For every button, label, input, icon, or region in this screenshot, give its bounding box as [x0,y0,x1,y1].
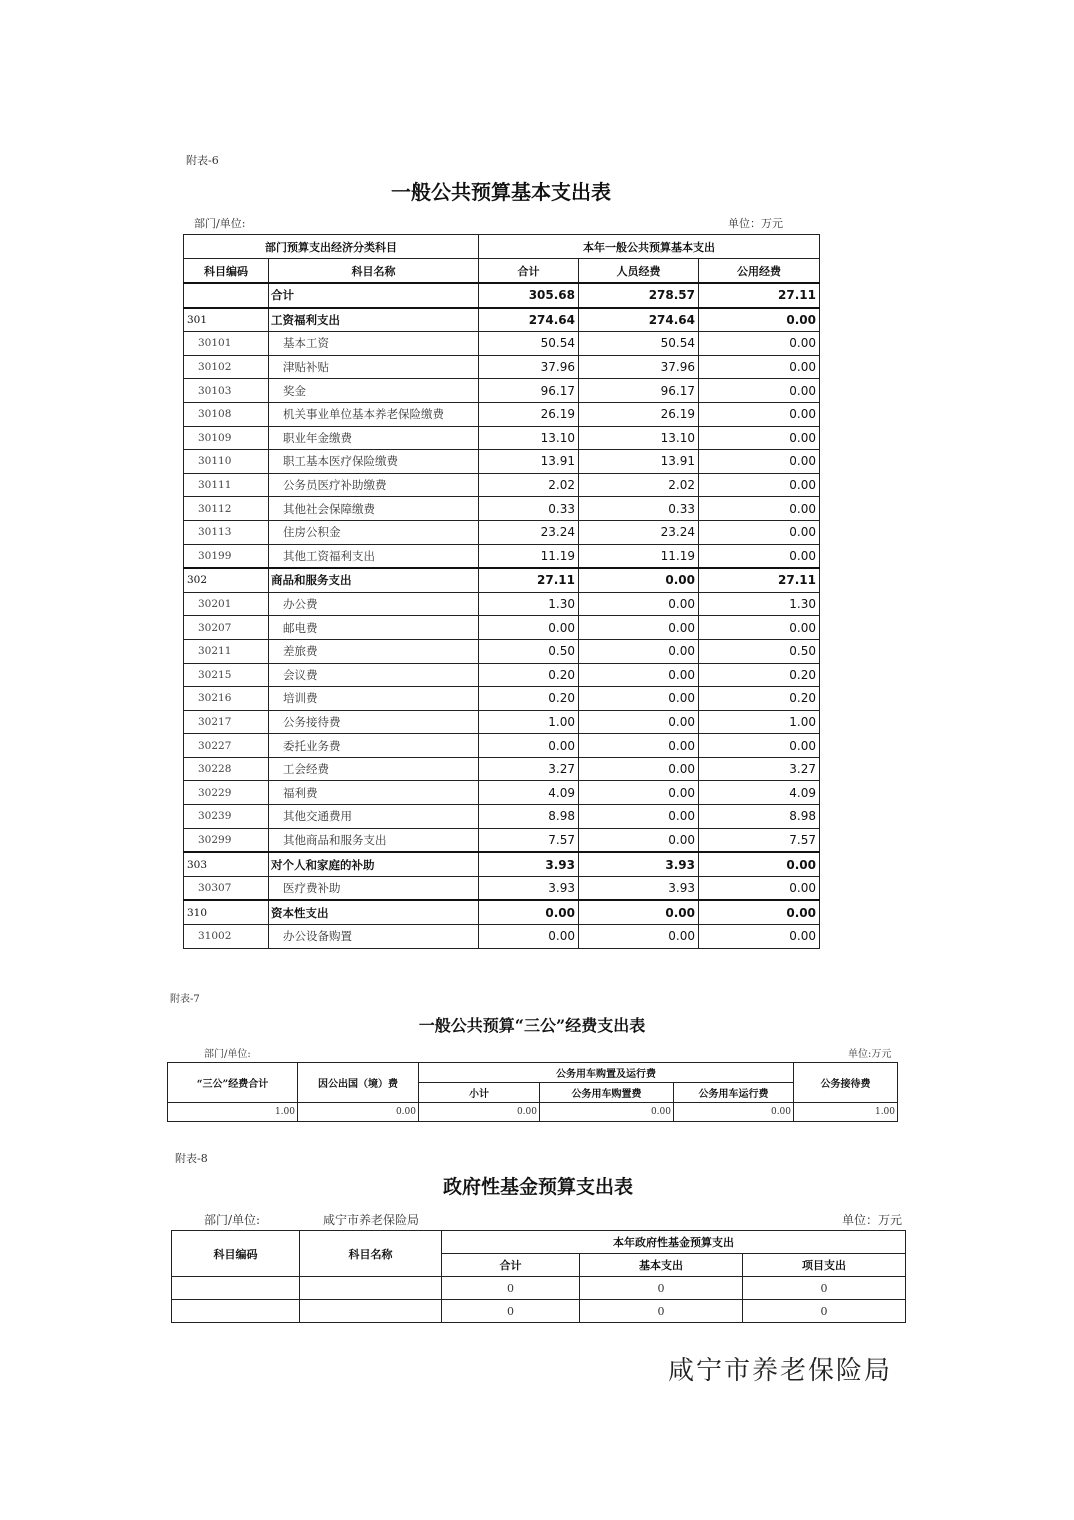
cell-name: 基本工资 [269,332,479,356]
cell-name: 公务员医疗补助缴费 [269,473,479,497]
cell-basic: 0 [580,1300,743,1323]
cell-code: 30211 [184,639,269,663]
cell-public: 0.00 [699,497,820,521]
cell-total: 13.10 [479,426,579,450]
cell-name: 其他社会保障缴费 [269,497,479,521]
cell-personnel: 0.00 [579,757,699,781]
cell-total: 305.68 [479,283,579,308]
table-row [184,781,820,805]
t6-dept-label: 部门/单位: [194,217,246,230]
cell-name: 工资福利支出 [269,308,479,332]
cell-code: 30109 [184,426,269,450]
cell-personnel: 0.00 [579,592,699,616]
col-total: 合计 [442,1254,580,1277]
cell-vehicle-operation: 0.00 [674,1103,794,1122]
table-row [184,710,820,734]
table-row [184,805,820,829]
cell-personnel: 0.00 [579,734,699,758]
cell-personnel: 274.64 [579,308,699,332]
cell-personnel: 26.19 [579,402,699,426]
col-vehicle-operation: 公务用车运行费 [674,1083,794,1103]
cell-name: 合计 [269,283,479,308]
col-project: 项目支出 [743,1254,906,1277]
cell-abroad: 0.00 [298,1103,419,1122]
col-code: 科目编码 [172,1231,300,1277]
cell-code: 30102 [184,355,269,379]
cell-personnel: 0.00 [579,710,699,734]
cell-name: 职业年金缴费 [269,426,479,450]
cell-total: 11.19 [479,544,579,568]
cell-name: 对个人和家庭的补助 [269,852,479,876]
cell-personnel: 0.00 [579,616,699,640]
cell-name: 委托业务费 [269,734,479,758]
cell-total: 37.96 [479,355,579,379]
col-reception: 公务接待费 [794,1063,898,1103]
cell-personnel: 0.00 [579,805,699,829]
t6-title: 一般公共预算基本支出表 [391,180,611,204]
table-row [172,1300,906,1323]
cell-public: 0.00 [699,852,820,876]
cell-name: 商品和服务支出 [269,568,479,592]
cell-name [300,1300,442,1323]
cell-code: 30207 [184,616,269,640]
col-vehicle-purchase: 公务用车购置费 [540,1083,674,1103]
cell-sangong-total: 1.00 [168,1103,298,1122]
cell-code: 30227 [184,734,269,758]
cell-code: 30217 [184,710,269,734]
cell-personnel: 278.57 [579,283,699,308]
table-row [184,639,820,663]
basic-expenditure-table [183,234,820,949]
cell-public: 0.00 [699,402,820,426]
cell-public: 0.00 [699,925,820,949]
cell-name: 其他交通费用 [269,805,479,829]
cell-code: 303 [184,852,269,876]
head-basic-expenditure: 本年一般公共预算基本支出 [479,235,820,259]
cell-personnel: 0.00 [579,828,699,852]
table-row [184,592,820,616]
table-row [184,497,820,521]
cell-public: 0.00 [699,520,820,544]
gov-fund-table [171,1230,906,1323]
cell-code [184,283,269,308]
table-row [184,355,820,379]
cell-code: 310 [184,900,269,924]
t7-tag: 附表-7 [170,994,200,1005]
t6-unit-label: 单位：万元 [728,217,783,230]
cell-total: 274.64 [479,308,579,332]
table-group-row [184,568,820,592]
cell-total: 3.93 [479,876,579,900]
table-row [184,687,820,711]
cell-name [300,1277,442,1300]
t7-title: 一般公共预算“三公”经费支出表 [418,1016,646,1035]
col-basic: 基本支出 [580,1254,743,1277]
col-vehicle-group: 公务用车购置及运行费 [419,1063,794,1083]
table-group-row [184,900,820,924]
cell-public: 0.50 [699,639,820,663]
cell-code [172,1277,300,1300]
cell-public: 7.57 [699,828,820,852]
cell-personnel: 3.93 [579,876,699,900]
table-row [184,544,820,568]
t8-title: 政府性基金预算支出表 [442,1176,633,1198]
cell-personnel: 23.24 [579,520,699,544]
cell-personnel: 50.54 [579,332,699,356]
cell-public: 0.00 [699,426,820,450]
t8-dept-label: 部门/单位: [204,1213,261,1227]
cell-code: 30111 [184,473,269,497]
cell-name: 办公费 [269,592,479,616]
cell-public: 0.00 [699,900,820,924]
cell-total: 0.00 [479,925,579,949]
cell-name: 福利费 [269,781,479,805]
cell-name: 住房公积金 [269,520,479,544]
cell-public: 8.98 [699,805,820,829]
cell-public: 0.20 [699,663,820,687]
cell-personnel: 3.93 [579,852,699,876]
cell-public: 0.00 [699,473,820,497]
cell-basic: 0 [580,1277,743,1300]
table-row [184,757,820,781]
cell-name: 津贴补贴 [269,355,479,379]
cell-code: 30215 [184,663,269,687]
cell-name: 办公设备购置 [269,925,479,949]
cell-public: 1.00 [699,710,820,734]
cell-name: 会议费 [269,663,479,687]
cell-total: 7.57 [479,828,579,852]
cell-name: 其他商品和服务支出 [269,828,479,852]
table-row [184,450,820,474]
cell-name: 机关事业单位基本养老保险缴费 [269,402,479,426]
cell-name: 资本性支出 [269,900,479,924]
cell-name: 奖金 [269,379,479,403]
cell-public: 0.00 [699,876,820,900]
cell-personnel: 13.91 [579,450,699,474]
cell-public: 0.00 [699,308,820,332]
cell-total: 1.00 [479,710,579,734]
t8-dept-value: 咸宁市养老保险局 [323,1213,420,1227]
cell-code: 30307 [184,876,269,900]
table-total-row [184,283,820,308]
table-row [184,925,820,949]
cell-public: 0.20 [699,687,820,711]
cell-total: 23.24 [479,520,579,544]
col-public: 公用经费 [699,259,820,284]
cell-vehicle-purchase: 0.00 [540,1103,674,1122]
cell-code: 30228 [184,757,269,781]
head-classification: 部门预算支出经济分类科目 [184,235,479,259]
cell-personnel: 0.33 [579,497,699,521]
cell-public: 0.00 [699,332,820,356]
signature-org: 咸宁市养老保险局 [668,1356,893,1386]
cell-public: 4.09 [699,781,820,805]
cell-personnel: 0.00 [579,639,699,663]
table-row [184,332,820,356]
cell-total: 0 [442,1277,580,1300]
cell-total: 3.93 [479,852,579,876]
col-code: 科目编码 [184,259,269,284]
table-row [184,426,820,450]
cell-total: 0 [442,1300,580,1323]
cell-personnel: 37.96 [579,355,699,379]
table-row [184,473,820,497]
cell-name: 其他工资福利支出 [269,544,479,568]
cell-total: 0.00 [479,616,579,640]
cell-code: 30216 [184,687,269,711]
cell-personnel: 0.00 [579,568,699,592]
col-abroad: 因公出国（境）费 [298,1063,419,1103]
cell-code: 31002 [184,925,269,949]
cell-personnel: 2.02 [579,473,699,497]
cell-total: 4.09 [479,781,579,805]
cell-total: 0.00 [479,900,579,924]
col-subtotal: 小计 [419,1083,540,1103]
cell-project: 0 [743,1277,906,1300]
cell-project: 0 [743,1300,906,1323]
cell-name: 培训费 [269,687,479,711]
cell-code: 30299 [184,828,269,852]
cell-public: 0.00 [699,355,820,379]
cell-personnel: 0.00 [579,900,699,924]
col-name: 科目名称 [300,1231,442,1277]
cell-total: 0.33 [479,497,579,521]
table-row [172,1277,906,1300]
cell-reception: 1.00 [794,1103,898,1122]
cell-code: 30229 [184,781,269,805]
table-row [184,876,820,900]
cell-name: 差旅费 [269,639,479,663]
cell-total: 2.02 [479,473,579,497]
cell-name: 工会经费 [269,757,479,781]
cell-code [172,1300,300,1323]
cell-name: 邮电费 [269,616,479,640]
cell-total: 0.20 [479,687,579,711]
col-total: 合计 [479,259,579,284]
table-row [184,734,820,758]
cell-total: 0.00 [479,734,579,758]
cell-total: 3.27 [479,757,579,781]
table-group-row [184,852,820,876]
cell-name: 公务接待费 [269,710,479,734]
table-row [184,828,820,852]
cell-name: 职工基本医疗保险缴费 [269,450,479,474]
cell-total: 0.50 [479,639,579,663]
cell-code: 30201 [184,592,269,616]
table-row [184,520,820,544]
cell-public: 1.30 [699,592,820,616]
cell-code: 30101 [184,332,269,356]
cell-personnel: 0.00 [579,687,699,711]
t7-unit-label: 单位:万元 [848,1049,892,1060]
cell-personnel: 0.00 [579,781,699,805]
cell-personnel: 11.19 [579,544,699,568]
cell-name: 医疗费补助 [269,876,479,900]
cell-personnel: 0.00 [579,663,699,687]
cell-public: 0.00 [699,734,820,758]
cell-total: 96.17 [479,379,579,403]
cell-code: 30239 [184,805,269,829]
cell-personnel: 0.00 [579,925,699,949]
t8-unit-label: 单位：万元 [842,1213,903,1227]
cell-code: 30199 [184,544,269,568]
cell-public: 0.00 [699,616,820,640]
cell-public: 0.00 [699,379,820,403]
table-row [184,379,820,403]
cell-public: 27.11 [699,283,820,308]
cell-subtotal: 0.00 [419,1103,540,1122]
cell-total: 50.54 [479,332,579,356]
table-group-row [184,308,820,332]
cell-code: 302 [184,568,269,592]
sangong-table [167,1062,898,1122]
cell-total: 27.11 [479,568,579,592]
cell-total: 8.98 [479,805,579,829]
table-row [184,663,820,687]
t7-dept-label: 部门/单位: [204,1049,251,1060]
cell-public: 0.00 [699,450,820,474]
cell-total: 1.30 [479,592,579,616]
table-row [184,402,820,426]
cell-code: 30110 [184,450,269,474]
table-row [168,1103,898,1122]
cell-code: 30113 [184,520,269,544]
cell-personnel: 96.17 [579,379,699,403]
cell-total: 13.91 [479,450,579,474]
cell-public: 27.11 [699,568,820,592]
cell-code: 301 [184,308,269,332]
cell-total: 0.20 [479,663,579,687]
cell-public: 3.27 [699,757,820,781]
table-row [184,616,820,640]
col-personnel: 人员经费 [579,259,699,284]
cell-personnel: 13.10 [579,426,699,450]
cell-code: 30112 [184,497,269,521]
cell-public: 0.00 [699,544,820,568]
col-name: 科目名称 [269,259,479,284]
col-sangong-total: “三公”经费合计 [168,1063,298,1103]
t6-tag: 附表-6 [186,154,219,167]
cell-code: 30103 [184,379,269,403]
cell-code: 30108 [184,402,269,426]
t8-tag: 附表-8 [175,1152,208,1165]
cell-total: 26.19 [479,402,579,426]
col-gov-fund-group: 本年政府性基金预算支出 [442,1231,906,1254]
